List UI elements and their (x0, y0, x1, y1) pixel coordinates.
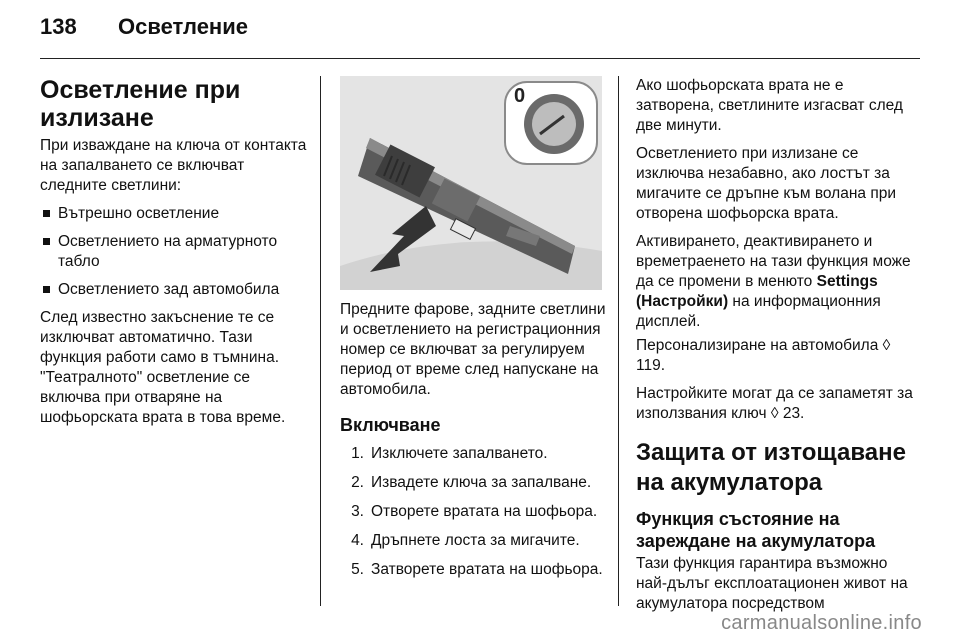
activation-steps (340, 444, 608, 580)
list-item: 4. Дръпнете лоста за мигачите. (351, 532, 580, 549)
watermark: carmanualsonline.info (721, 612, 922, 634)
section-heading-battery-protection: Защита от изтощаване на акумулатора (636, 439, 906, 496)
list-item: Осветлението на арматурното табло (40, 232, 310, 272)
settings-menu-label: Settings (Настройки) (636, 273, 878, 310)
bullet-icon (43, 286, 50, 293)
paragraph-1: Ако шофьорската врата не е затворена, светлините изгасват след две минути. (636, 77, 903, 134)
description-paragraph: Предните фарове, задните светлини и осветлението на регистрационния номер се включват за регулируем период от време след напускане на автомобила. (340, 301, 606, 398)
column-1 (40, 76, 310, 436)
headlight-switch-icon (340, 76, 602, 290)
paragraph-5: Тази функция гарантира възможно най-дълъг експлоатационен живот на акумулатора посредством (636, 555, 908, 612)
chapter-title: Осветление (118, 14, 248, 39)
column-divider (618, 76, 619, 606)
page-header (40, 14, 248, 50)
paragraph-3: Активирането, деактивирането и времетраенето на тази функция може да се промени в менюто Settings (Настройки) на информационния дисплей. (636, 233, 911, 330)
cross-reference-119: Персонализиране на автомобила ◊ 119. (636, 337, 891, 374)
subheading-battery-charge: Функция състояние на зареждане на акумулатора (636, 509, 876, 551)
intro-paragraph: При изваждане на ключа от контакта на запалването се включват следните светлини: (40, 137, 307, 194)
bullet-icon (43, 210, 50, 217)
lights-list (40, 204, 310, 300)
page-number: 138 (40, 14, 77, 39)
header-divider (40, 58, 920, 59)
column-2 (340, 76, 608, 589)
bullet-icon (43, 238, 50, 245)
headlight-switch-figure (340, 76, 602, 290)
paragraph-4: Настройките могат да се запаметят за използвания ключ ◊ 23. (636, 385, 913, 422)
list-item: Осветлението зад автомобила (40, 280, 310, 300)
column-divider (320, 76, 321, 606)
list-item: 2. Извадете ключа за запалване. (351, 474, 592, 491)
section-heading-exit-lighting: Осветление при излизане (40, 76, 241, 132)
paragraph-2: Осветлението при излизане се изключва незабавно, ако лостът за мигачите се дръпне към волана при отворена шофьорска врата. (636, 145, 896, 222)
list-item: 5. Затворете вратата на шофьора. (351, 561, 603, 578)
list-item: 3. Отворете вратата на шофьора. (351, 503, 598, 520)
column-3 (636, 76, 920, 622)
subheading-activation: Включване (340, 415, 441, 435)
body-paragraph: След известно закъснение те се изключват автоматично. Тази функция работи само в тъмнина. "Театралното" осветление се включва при отваряне на шофьорската врата в това време. (40, 309, 286, 426)
figure-zero-label: 0 (514, 85, 526, 107)
list-item: 1. Изключете запалването. (351, 445, 548, 462)
list-item: Вътрешно осветление (40, 204, 310, 224)
